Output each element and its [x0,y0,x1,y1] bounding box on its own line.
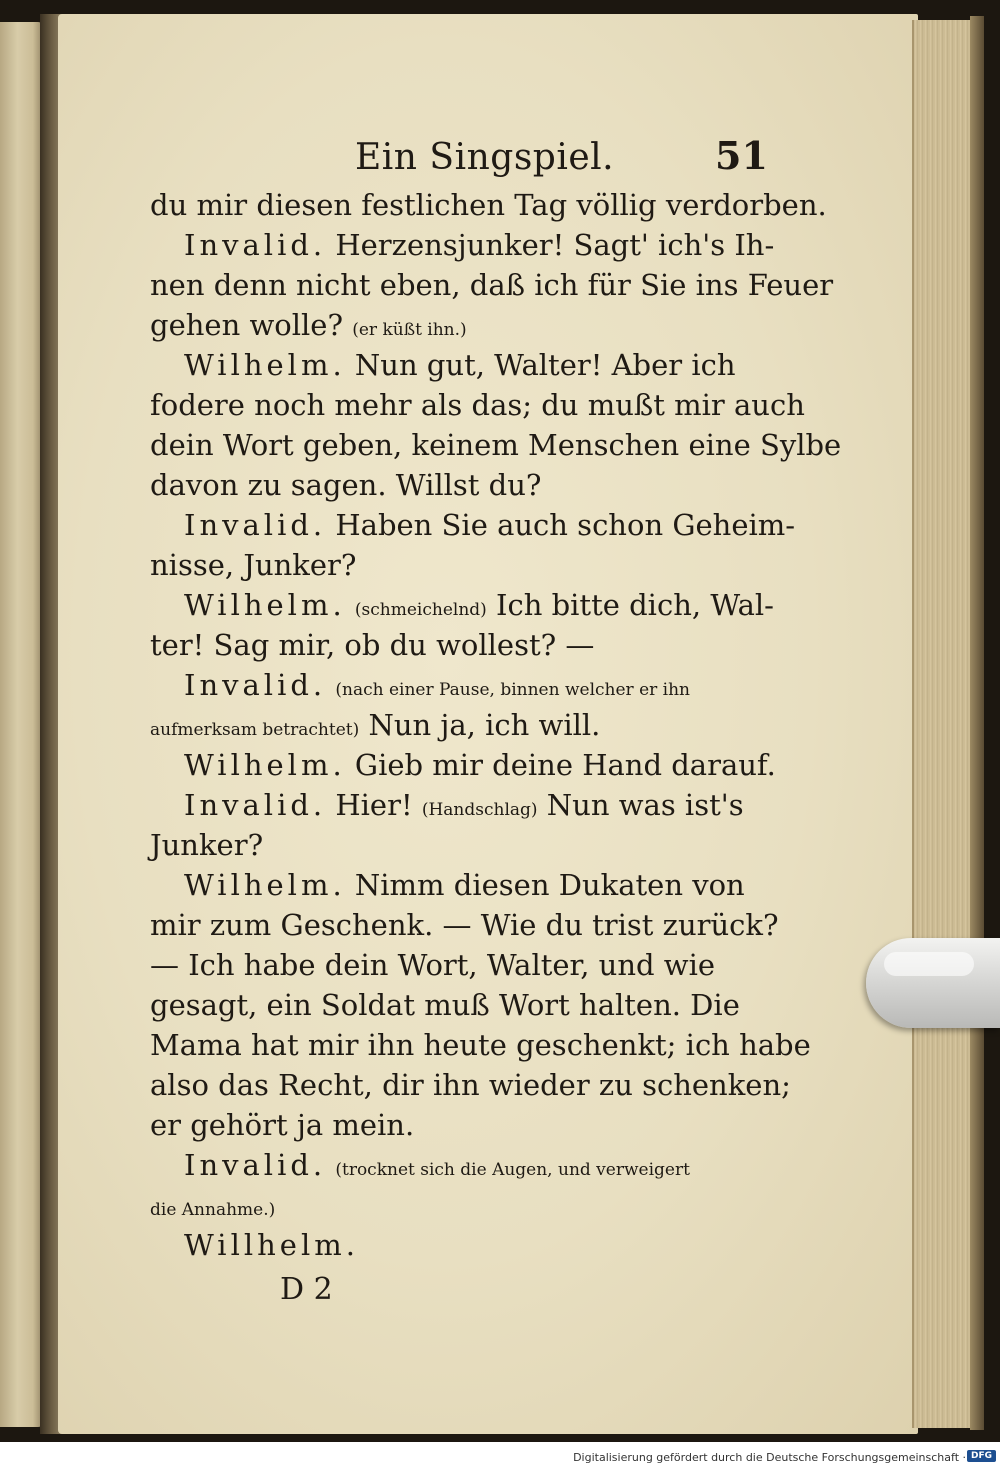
line-text: du mir diesen festlichen Tag völlig verdorben. [150,188,827,222]
text-line [150,505,796,545]
speaker-name: Invalid. [184,228,327,262]
text-line [150,1225,770,1265]
text-line [150,665,770,705]
line-text: Mama hat mir ihn heute geschenkt; ich habe [150,1028,811,1062]
speaker-name: Invalid. [184,788,327,822]
line-text: fodere noch mehr als das; du mußt mir auch [150,388,805,422]
speaker-name: Wilhelm. [184,748,346,782]
line-text: dein Wort geben, keinem Menschen eine Sylbe [150,428,842,462]
body-text [150,185,842,1265]
dfg-logo: DFG [967,1450,996,1462]
line-text: — Ich habe dein Wort, Walter, und wie [150,948,716,982]
text-line [150,585,774,625]
line-text: davon zu sagen. Willst du? [150,468,542,502]
line-text: Haben Sie auch schon Geheim- [335,508,796,542]
funding-note: Digitalisierung gefördert durch die Deutsche Forschungsgemeinschaft · [573,1451,966,1464]
stage-direction: (er küßt ihn.) [352,320,467,340]
text-line [150,545,770,585]
text-line [150,265,834,305]
facing-page-edge [0,22,44,1427]
line-text: ter! Sag mir, ob du wollest? — [150,628,595,662]
line-text: Nun was ist's [546,788,744,822]
text-line [150,905,779,945]
stage-direction: (schmeichelnd) [354,600,487,620]
line-text: mir zum Geschenk. — Wie du trist zurück? [150,908,779,942]
line-text: also das Recht, dir ihn wieder zu schenken; [150,1068,791,1102]
text-line [150,705,770,745]
running-title: Ein Singspiel. [355,137,615,178]
text-line [150,1065,791,1105]
text-line [150,745,776,785]
speaker-name: Wilhelm. [184,588,346,622]
line-text: Herzensjunker! Sagt' ich's Ih- [335,228,775,262]
line-text: er gehört ja mein. [150,1108,415,1142]
line-text: Hier! [335,788,413,822]
line-text: gehen wolle? [150,308,344,342]
line-text: Gieb mir deine Hand darauf. [354,748,776,782]
stage-direction: die Annahme.) [150,1200,276,1220]
line-text: Nun gut, Walter! Aber ich [354,348,736,382]
text-line [150,465,770,505]
line-text: Nimm diesen Dukaten von [354,868,745,902]
text-line [150,625,770,665]
text-line [150,825,770,865]
text-line [150,785,770,825]
line-text: gesagt, ein Soldat muß Wort halten. Die [150,988,740,1022]
line-text: nisse, Junker? [150,548,357,582]
line-text: Ich bitte dich, Wal- [496,588,774,622]
stage-direction: aufmerksam betrachtet) [150,720,360,740]
speaker-name: Invalid. [184,668,327,702]
speaker-name: Willhelm. [184,1228,359,1262]
text-line [150,865,770,905]
page-clip [866,938,1000,1028]
stage-direction: (nach einer Pause, binnen welcher er ihn [335,680,691,700]
text-line [150,185,827,225]
speaker-name: Invalid. [184,1148,327,1182]
stage-direction: (trocknet sich die Augen, und verweigert [335,1160,690,1180]
speaker-name: Wilhelm. [184,868,346,902]
running-header [150,125,770,185]
text-line [150,305,770,345]
line-text: Nun ja, ich will. [368,708,601,742]
text-line [150,985,770,1025]
stage-direction: (Handschlag) [421,800,538,820]
text-line [150,1185,770,1225]
page-text-block [150,125,842,1265]
text-line [150,225,775,265]
line-text: nen denn nicht eben, daß ich für Sie ins Feuer [150,268,834,302]
speaker-name: Invalid. [184,508,327,542]
text-line [150,345,770,385]
text-line [150,385,805,425]
speaker-name: Wilhelm. [184,348,346,382]
line-text: Junker? [150,828,264,862]
text-line [150,945,770,985]
signature-mark: D 2 [280,1272,333,1307]
text-line [150,1025,811,1065]
page-number: 51 [715,133,768,178]
text-line [150,1145,770,1185]
text-line [150,425,842,465]
page-stack-shadow [970,16,984,1430]
digitization-footer [0,1442,1000,1475]
text-line [150,1105,770,1145]
